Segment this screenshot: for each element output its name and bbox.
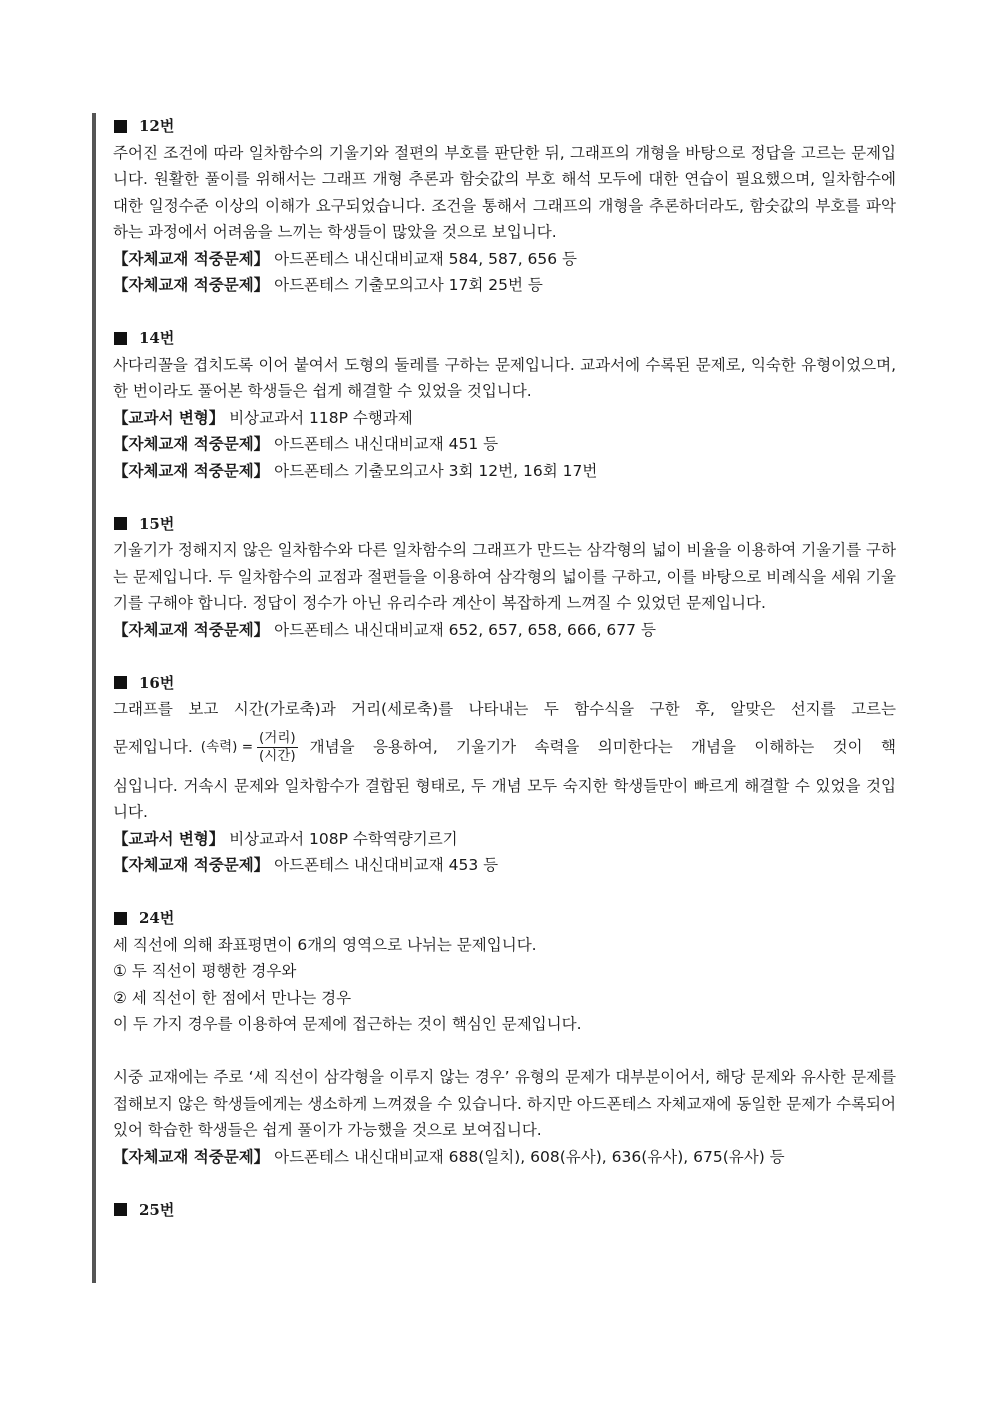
reference-text: 아드폰테스 내신대비교재 652, 657, 658, 666, 677 등 [269, 620, 656, 639]
section-heading [113, 670, 896, 697]
reference-label: 【교과서 변형】 [113, 829, 225, 848]
section-title: 12번 [139, 117, 175, 135]
reference-label: 【자체교재 적중문제】 [113, 249, 270, 268]
document-body [113, 113, 896, 1223]
section-heading [113, 1197, 896, 1224]
reference-label: 【자체교재 적중문제】 [113, 856, 270, 874]
reference-line [113, 272, 896, 299]
section-16 [113, 670, 896, 879]
body-line: ① 두 직선이 평행한 경우와 [113, 962, 297, 980]
formula-line [113, 723, 896, 773]
section-heading [113, 325, 896, 352]
reference-label: 【자체교재 적중문제】 [113, 276, 270, 294]
reference-line [113, 246, 896, 273]
body-line: ② 세 직선이 한 점에서 만나는 경우 [113, 988, 352, 1007]
section-title: 15번 [139, 514, 175, 533]
black-square-icon [114, 517, 127, 530]
formula-lhs: (속력) = [200, 739, 254, 756]
section-title: 14번 [139, 329, 175, 347]
black-square-icon [114, 676, 127, 689]
reference-label: 【자체교재 적중문제】 [113, 1147, 270, 1166]
reference-text: 아드폰테스 내신대비교재 451 등 [269, 435, 499, 453]
reference-label: 【자체교재 적중문제】 [113, 620, 270, 639]
body-line: 세 직선에 의해 좌표평면이 6개의 영역으로 나뉘는 문제입니다. [113, 935, 537, 954]
reference-text: 아드폰테스 내신대비교재 584, 587, 656 등 [269, 249, 578, 268]
reference-text: 아드폰테스 내신대비교재 453 등 [269, 856, 499, 874]
formula-lead-text: 문제입니다. [113, 738, 193, 757]
section-25 [113, 1197, 896, 1224]
fraction-denominator: (시간) [259, 748, 296, 764]
section-body: 사다리꼴을 겹치도록 이어 붙여서 도형의 둘레를 구하는 문제입니다. 교과서에 수록된 문제로, 익숙한 유형이었으며, 한 번이라도 풀어본 학생들은 쉽게 해결할 수 있었을 것입니다. [113, 355, 896, 400]
section-body: 기울기가 정해지지 않은 일차함수와 다른 일차함수의 그래프가 만드는 삼각형의 넓이 비율을 이용하여 기울기를 구하는 문제입니다. 두 일차함수의 교점과 절편들을 이용하여 삼각형의 넓이를 구하고, 이를 바탕으로 비례식을 세워 기울기를 구해야 합니다. 정답이 정수가 아닌 유리수라 계산이 복잡하게 느껴질 수 있었던 문제입니다. [113, 541, 896, 612]
reference-line [113, 852, 896, 879]
black-square-icon [114, 332, 127, 345]
reference-label: 【자체교재 적중문제】 [113, 461, 270, 480]
section-14 [113, 325, 896, 484]
section-title: 16번 [139, 673, 175, 692]
reference-label: 【교과서 변형】 [113, 408, 225, 427]
formula-trailing-text: 개념을 응용하여, 기울기가 속력을 의미한다는 개념을 이해하는 것이 핵 [309, 738, 896, 757]
reference-line [113, 431, 896, 458]
section-body: 주어진 조건에 따라 일차함수의 기울기와 절편의 부호를 판단한 뒤, 그래프의 개형을 바탕으로 정답을 고르는 문제입니다. 원활한 풀이를 위해서는 그래프 개형 추론과 함숫값의 부호 해석 모두에 대한 연습이 필요했으며, 일차함수에 대한 일정수준 이상의 이해가 요구되었습니다. 조건을 통해서 그래프의 개형을 추론하더라도, 함숫값의 부호를 파악하는 과정에서 어려움을 느끼는 학생들이 많았을 것으로 보입니다. [113, 143, 896, 241]
reference-line [113, 826, 896, 853]
section-15 [113, 511, 896, 644]
section-heading [113, 905, 896, 932]
reference-line [113, 405, 896, 432]
reference-text: 아드폰테스 기출모의고사 17회 25번 등 [269, 276, 543, 294]
reference-line [113, 1144, 896, 1171]
black-square-icon [114, 1203, 127, 1216]
reference-line [113, 458, 896, 485]
section-body: 시중 교재에는 주로 ‘세 직선이 삼각형을 이루지 않는 경우’ 유형의 문제가 대부분이어서, 해당 문제와 유사한 문제를 접해보지 않은 학생들에게는 생소하게 느껴졌을 수 있습니다. 하지만 아드폰테스 자체교재에 동일한 문제가 수록되어 있어 학습한 학생들은 쉽게 풀이가 가능했을 것으로 보여집니다. [113, 1068, 896, 1139]
section-heading [113, 511, 896, 538]
reference-text: 비상교과서 118P 수행과제 [224, 408, 413, 427]
section-title: 24번 [139, 909, 175, 927]
section-heading [113, 113, 896, 140]
reference-text: 아드폰테스 기출모의고사 3회 12번, 16회 17번 [269, 461, 598, 480]
reference-text: 비상교과서 108P 수학역량기르기 [224, 829, 458, 848]
body-line: 이 두 가지 경우를 이용하여 문제에 접근하는 것이 핵심인 문제입니다. [113, 1015, 582, 1033]
section-12 [113, 113, 896, 299]
section-title: 25번 [139, 1200, 175, 1219]
section-24 [113, 905, 896, 1170]
fraction-numerator: (거리) [259, 730, 296, 746]
left-margin-bar [92, 113, 96, 1283]
reference-label: 【자체교재 적중문제】 [113, 435, 270, 453]
section-body-line: 그래프를 보고 시간(가로축)과 거리(세로축)를 나타내는 두 함수식을 구한 후, 알맞은 선지를 고르는 [113, 700, 896, 718]
speed-fraction [257, 730, 298, 765]
reference-text: 아드폰테스 내신대비교재 688(일치), 608(유사), 636(유사), 675(유사) 등 [269, 1147, 785, 1166]
black-square-icon [114, 912, 127, 925]
black-square-icon [114, 120, 127, 133]
reference-line [113, 617, 896, 644]
section-body: 심입니다. 거속시 문제와 일차함수가 결합된 형태로, 두 개념 모두 숙지한 학생들만이 빠르게 해결할 수 있었을 것입니다. [113, 776, 896, 821]
